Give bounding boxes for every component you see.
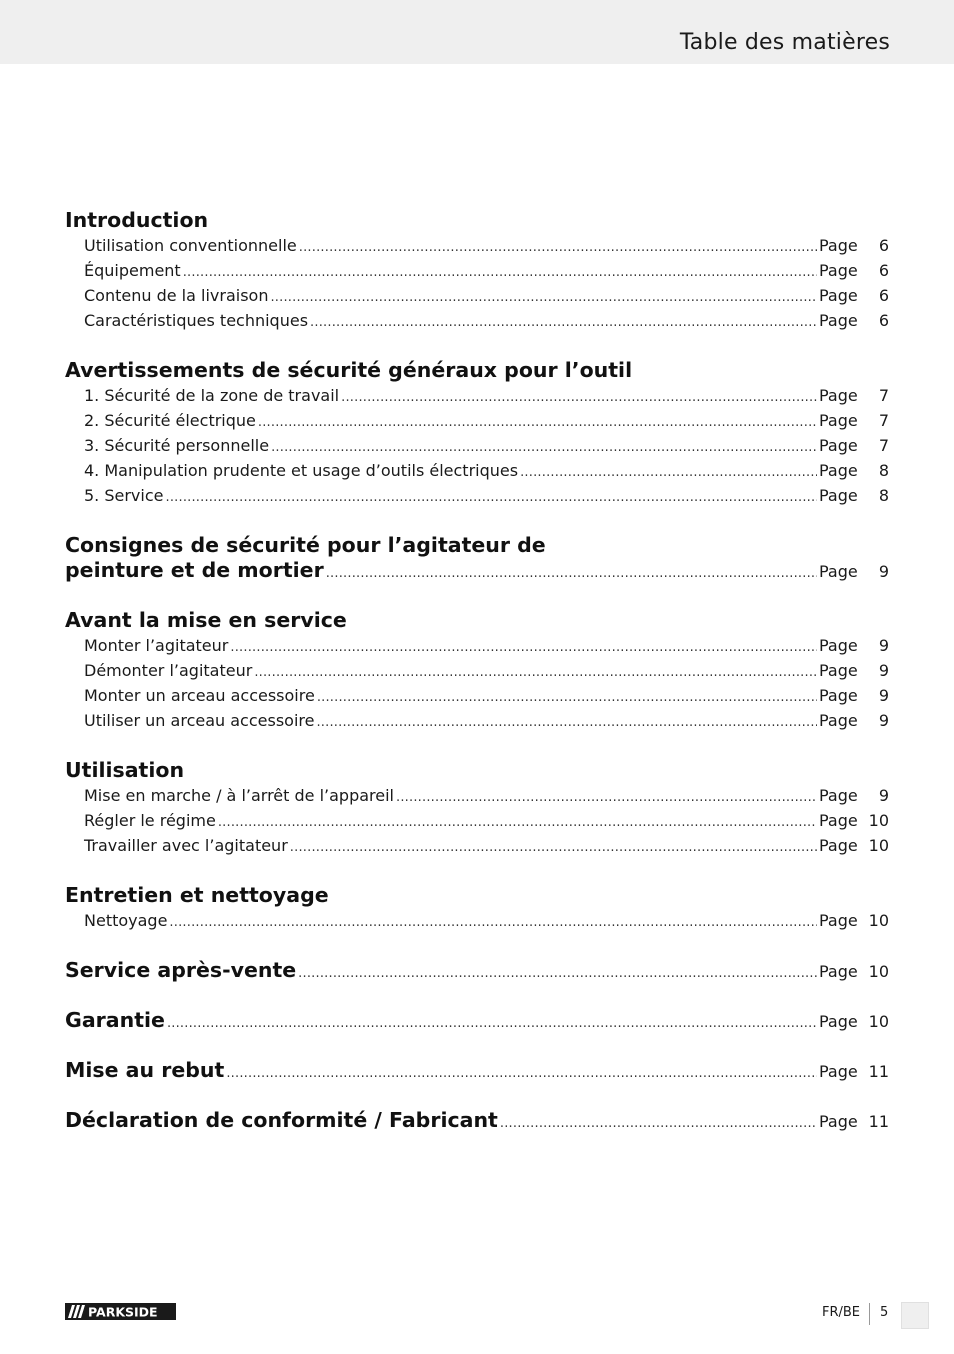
page-number: 10: [868, 911, 889, 930]
toc-entry[interactable]: [65, 408, 889, 433]
entry-label: Régler le régime: [84, 811, 216, 830]
page-label: Page: [819, 311, 858, 330]
page-number: 6: [878, 261, 889, 280]
toc-entry[interactable]: [65, 783, 889, 808]
toc-entry[interactable]: [65, 833, 889, 858]
page-label: Page: [819, 836, 858, 855]
entry-label: Équipement: [84, 261, 181, 280]
entry-label: Mise en marche / à l’arrêt de l’appareil: [84, 786, 394, 805]
leader-dots: [500, 1111, 817, 1136]
toc-entry-mise-au-rebut[interactable]: [65, 1058, 889, 1083]
leader-dots: [218, 810, 817, 835]
leader-dots: [326, 561, 817, 586]
page-number: 9: [878, 636, 889, 655]
section-title: Entretien et nettoyage: [65, 883, 329, 907]
page-label: Page: [819, 711, 858, 730]
leader-dots: [230, 635, 817, 660]
entry-label: Monter l’agitateur: [84, 636, 229, 655]
page-number: 8: [878, 486, 889, 505]
toc-entry[interactable]: [65, 558, 889, 583]
footer-divider: [869, 1303, 870, 1325]
leader-dots: [341, 385, 817, 410]
page-number: 6: [878, 286, 889, 305]
page-number: 10: [868, 836, 889, 855]
section-title: Avertissements de sécurité généraux pour l’outil: [65, 358, 633, 382]
entry-label: Travailler avec l’agitateur: [84, 836, 288, 855]
page-number: 9: [878, 786, 889, 805]
leader-dots: [396, 785, 817, 810]
page-number: 7: [878, 411, 889, 430]
page-number: 8: [878, 461, 889, 480]
leader-dots: [167, 1011, 817, 1036]
page-number: 9: [878, 711, 889, 730]
page-number: 11: [868, 1112, 889, 1131]
page-label: Page: [819, 786, 858, 805]
entry-label: 3. Sécurité personnelle: [84, 436, 270, 455]
leader-dots: [290, 835, 817, 860]
page-number: 6: [878, 311, 889, 330]
page-number: 11: [868, 1062, 889, 1081]
page-number: 10: [868, 1012, 889, 1031]
page-label: Page: [819, 911, 858, 930]
section-title: Introduction: [65, 208, 209, 232]
toc-entry-declaration[interactable]: [65, 1108, 889, 1133]
page-label: Page: [819, 636, 858, 655]
toc-entry[interactable]: [65, 658, 889, 683]
page-number: 10: [868, 811, 889, 830]
toc-entry[interactable]: [65, 308, 889, 333]
toc-entry-service-apres-vente[interactable]: [65, 958, 889, 983]
toc-entry[interactable]: [65, 808, 889, 833]
page-label: Page: [819, 411, 858, 430]
leader-dots: [520, 460, 817, 485]
toc-entry[interactable]: [65, 483, 889, 508]
toc-entry[interactable]: [65, 258, 889, 283]
page-label: Page: [819, 286, 858, 305]
section-title: Service après-vente: [65, 958, 297, 982]
toc-entry-garantie[interactable]: [65, 1008, 889, 1033]
page-number: 10: [868, 962, 889, 981]
entry-label: 1. Sécurité de la zone de travail: [84, 386, 340, 405]
page-number: 9: [878, 686, 889, 705]
entry-label: 4. Manipulation prudente et usage d’outils électriques: [84, 461, 519, 480]
section-title-line2: peinture et de mortier: [65, 558, 324, 582]
section-title: Utilisation: [65, 758, 185, 782]
section-title: Garantie: [65, 1008, 165, 1032]
toc-entry[interactable]: [65, 708, 889, 733]
page-label: Page: [819, 562, 858, 581]
page-label: Page: [819, 1012, 858, 1031]
page-number-footer: 5: [880, 1305, 889, 1320]
toc-section-introduction: [65, 208, 889, 333]
toc-entry[interactable]: [65, 283, 889, 308]
leader-dots: [299, 235, 817, 260]
leader-dots: [254, 660, 817, 685]
toc-section-avertissements: [65, 358, 889, 508]
leader-dots: [165, 485, 817, 510]
page-label: Page: [819, 962, 858, 981]
entry-label: Nettoyage: [84, 911, 168, 930]
entry-label: 5. Service: [84, 486, 164, 505]
toc-section-avant-mise-en-service: [65, 608, 889, 733]
section-title: Mise au rebut: [65, 1058, 225, 1082]
section-title: Consignes de sécurité pour l’agitateur de: [65, 533, 546, 557]
leader-dots: [270, 285, 817, 310]
toc-entry[interactable]: [65, 433, 889, 458]
page-label: Page: [819, 461, 858, 480]
entry-label: Utilisation conventionnelle: [84, 236, 297, 255]
toc-entry[interactable]: [65, 233, 889, 258]
page-number: 9: [878, 562, 889, 581]
footer-tab-box: [901, 1302, 929, 1329]
leader-dots: [226, 1061, 817, 1086]
page-label: Page: [819, 386, 858, 405]
toc-entry[interactable]: [65, 458, 889, 483]
leader-dots: [317, 685, 817, 710]
brand-text: PARKSIDE: [88, 1304, 158, 1320]
leader-dots: [310, 310, 817, 335]
toc-entry[interactable]: [65, 683, 889, 708]
page-label: Page: [819, 236, 858, 255]
entry-label: Démonter l’agitateur: [84, 661, 253, 680]
toc-section-entretien: [65, 883, 889, 933]
entry-label: Caractéristiques techniques: [84, 311, 309, 330]
leader-dots: [271, 435, 817, 460]
table-of-contents: [65, 208, 889, 1133]
page-number: 7: [878, 436, 889, 455]
leader-dots: [183, 260, 817, 285]
page-label: Page: [819, 261, 858, 280]
page-label: Page: [819, 436, 858, 455]
page-number: 9: [878, 661, 889, 680]
entry-label: Monter un arceau accessoire: [84, 686, 315, 705]
leader-dots: [316, 710, 817, 735]
parkside-logo: [65, 1303, 176, 1320]
toc-section-consignes: [65, 533, 889, 583]
section-title: Déclaration de conformité / Fabricant: [65, 1108, 498, 1132]
toc-entry[interactable]: [65, 908, 889, 933]
entry-label: Contenu de la livraison: [84, 286, 269, 305]
toc-entry[interactable]: [65, 383, 889, 408]
page-label: Page: [819, 1062, 858, 1081]
leader-dots: [298, 961, 817, 986]
toc-section-utilisation: [65, 758, 889, 858]
leader-dots: [169, 910, 817, 935]
page-number: 6: [878, 236, 889, 255]
entry-label: Utiliser un arceau accessoire: [84, 711, 315, 730]
page-label: Page: [819, 686, 858, 705]
entry-label: 2. Sécurité électrique: [84, 411, 256, 430]
toc-entry[interactable]: [65, 633, 889, 658]
section-title: Avant la mise en service: [65, 608, 347, 632]
page-number: 7: [878, 386, 889, 405]
page-title: Table des matières: [679, 30, 890, 55]
page-label: Page: [819, 811, 858, 830]
leader-dots: [258, 410, 817, 435]
page-label: Page: [819, 486, 858, 505]
page-label: Page: [819, 1112, 858, 1131]
language-code: FR/BE: [822, 1305, 861, 1320]
page-label: Page: [819, 661, 858, 680]
